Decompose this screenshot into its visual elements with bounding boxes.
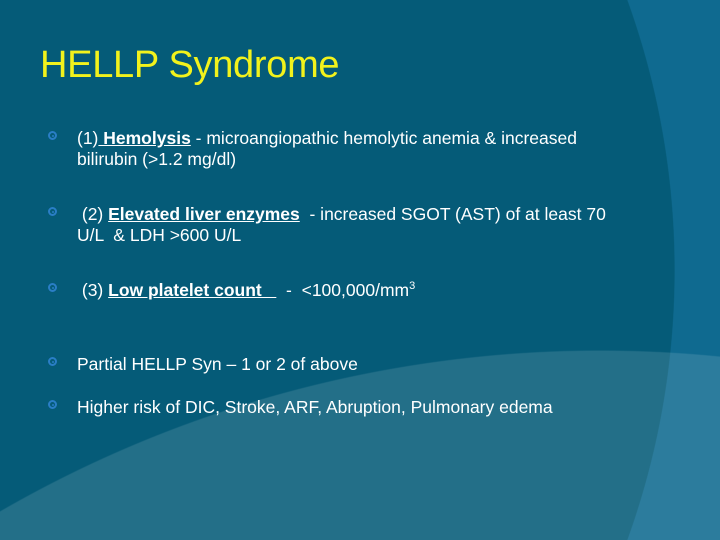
bullet-higher-risk [48, 397, 567, 418]
bullet-term: Elevated liver enzymes [108, 204, 300, 224]
bullet-icon [48, 400, 57, 409]
bullet-list [48, 128, 611, 418]
bullet-partial-hellp [48, 354, 608, 375]
slide-title: HELLP Syndrome [40, 44, 340, 86]
superscript: 3 [409, 280, 416, 293]
bullet-icon [48, 283, 57, 292]
bullet-platelets [48, 280, 608, 301]
bullet-term: Low platelet count [108, 280, 277, 300]
bullet-liver-enzymes [48, 204, 611, 246]
bullet-text: - increased SGOT (AST) of at least 70 U/L & LDH >600 U/L [77, 204, 611, 245]
bullet-icon [48, 357, 57, 366]
bullet-text: Partial HELLP Syn – 1 or 2 of above [77, 354, 358, 374]
bullet-term: Hemolysis [98, 128, 191, 148]
bullet-text: - microangiopathic hemolytic anemia & increased bilirubin (>1.2 mg/dl) [77, 128, 577, 169]
bullet-hemolysis [48, 128, 608, 170]
bullet-prefix: (1) [77, 128, 99, 148]
bullet-text: Higher risk of DIC, Stroke, ARF, Abruption, Pulmonary edema [77, 397, 553, 417]
bullet-prefix: (2) [77, 204, 109, 224]
bullet-prefix: (3) [77, 280, 109, 300]
bullet-icon [48, 131, 57, 140]
bullet-icon [48, 207, 57, 216]
bullet-text: - <100,000/mm [276, 280, 410, 300]
